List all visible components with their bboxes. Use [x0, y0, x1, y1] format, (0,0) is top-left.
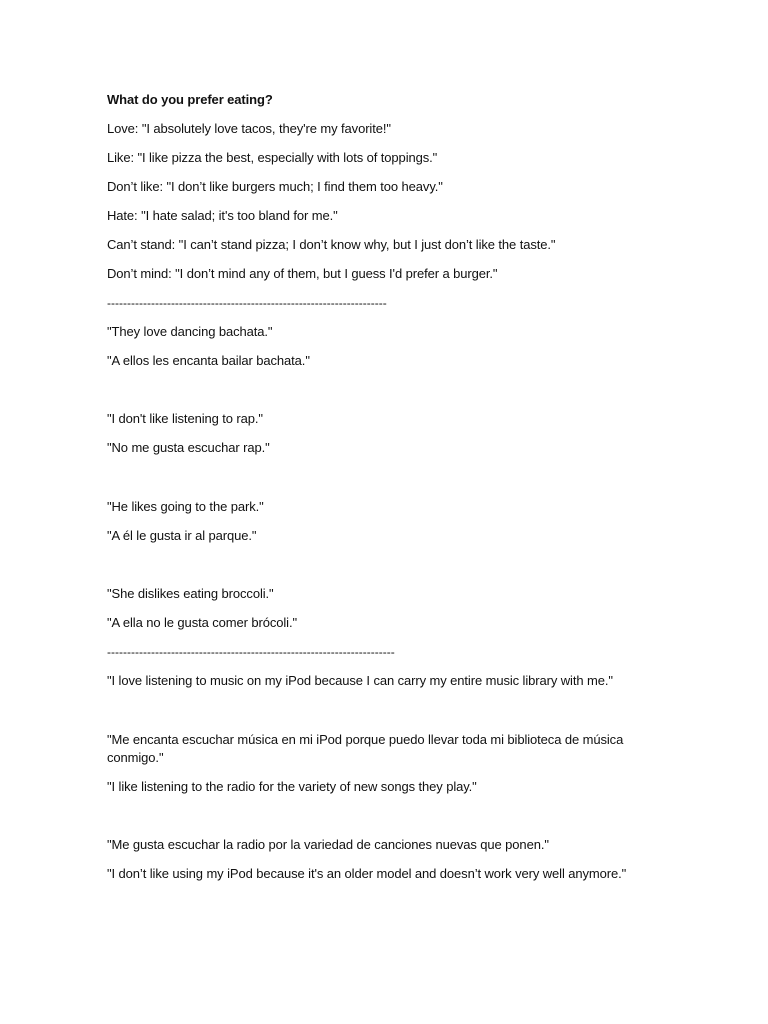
- preference-like: Like: "I like pizza the best, especially with lots of toppings.": [107, 150, 438, 165]
- preference-dont-mind: Don’t mind: "I don’t mind any of them, but I guess I'd prefer a burger.": [107, 266, 498, 281]
- translation-english: "I don't like listening to rap.": [107, 411, 263, 426]
- music-sentence-english: "I like listening to the radio for the variety of new songs they play.": [107, 779, 477, 794]
- translation-spanish: "No me gusta escuchar rap.": [107, 440, 270, 455]
- translation-spanish: "A él le gusta ir al parque.": [107, 528, 257, 543]
- preference-dont-like: Don’t like: "I don’t like burgers much; I find them too heavy.": [107, 179, 443, 194]
- music-sentence-english: "I don’t like using my iPod because it's an older model and doesn’t work very well anymore.": [107, 866, 627, 881]
- translation-english: "They love dancing bachata.": [107, 324, 273, 339]
- translation-english: "She dislikes eating broccoli.": [107, 586, 274, 601]
- music-sentence-spanish: "Me encanta escuchar música en mi iPod porque puedo llevar toda mi biblioteca de música conmigo.": [107, 732, 624, 765]
- preference-love: Love: "I absolutely love tacos, they're my favorite!": [107, 121, 391, 136]
- preference-cant-stand: Can’t stand: "I can’t stand pizza; I don’t know why, but I just don’t like the taste.": [107, 237, 556, 252]
- separator-line: ----------------------------------------------------------------------: [107, 296, 387, 310]
- translation-english: "He likes going to the park.": [107, 499, 264, 514]
- preference-hate: Hate: "I hate salad; it's too bland for me.": [107, 208, 338, 223]
- document-heading: What do you prefer eating?: [107, 92, 273, 107]
- music-sentence-english: "I love listening to music on my iPod because I can carry my entire music library with me.": [107, 673, 613, 688]
- translation-spanish: "A ellos les encanta bailar bachata.": [107, 353, 310, 368]
- music-sentence-spanish: "Me gusta escuchar la radio por la variedad de canciones nuevas que ponen.": [107, 837, 549, 852]
- separator-line: ------------------------------------------------------------------------: [107, 645, 395, 659]
- translation-spanish: "A ella no le gusta comer brócoli.": [107, 615, 297, 630]
